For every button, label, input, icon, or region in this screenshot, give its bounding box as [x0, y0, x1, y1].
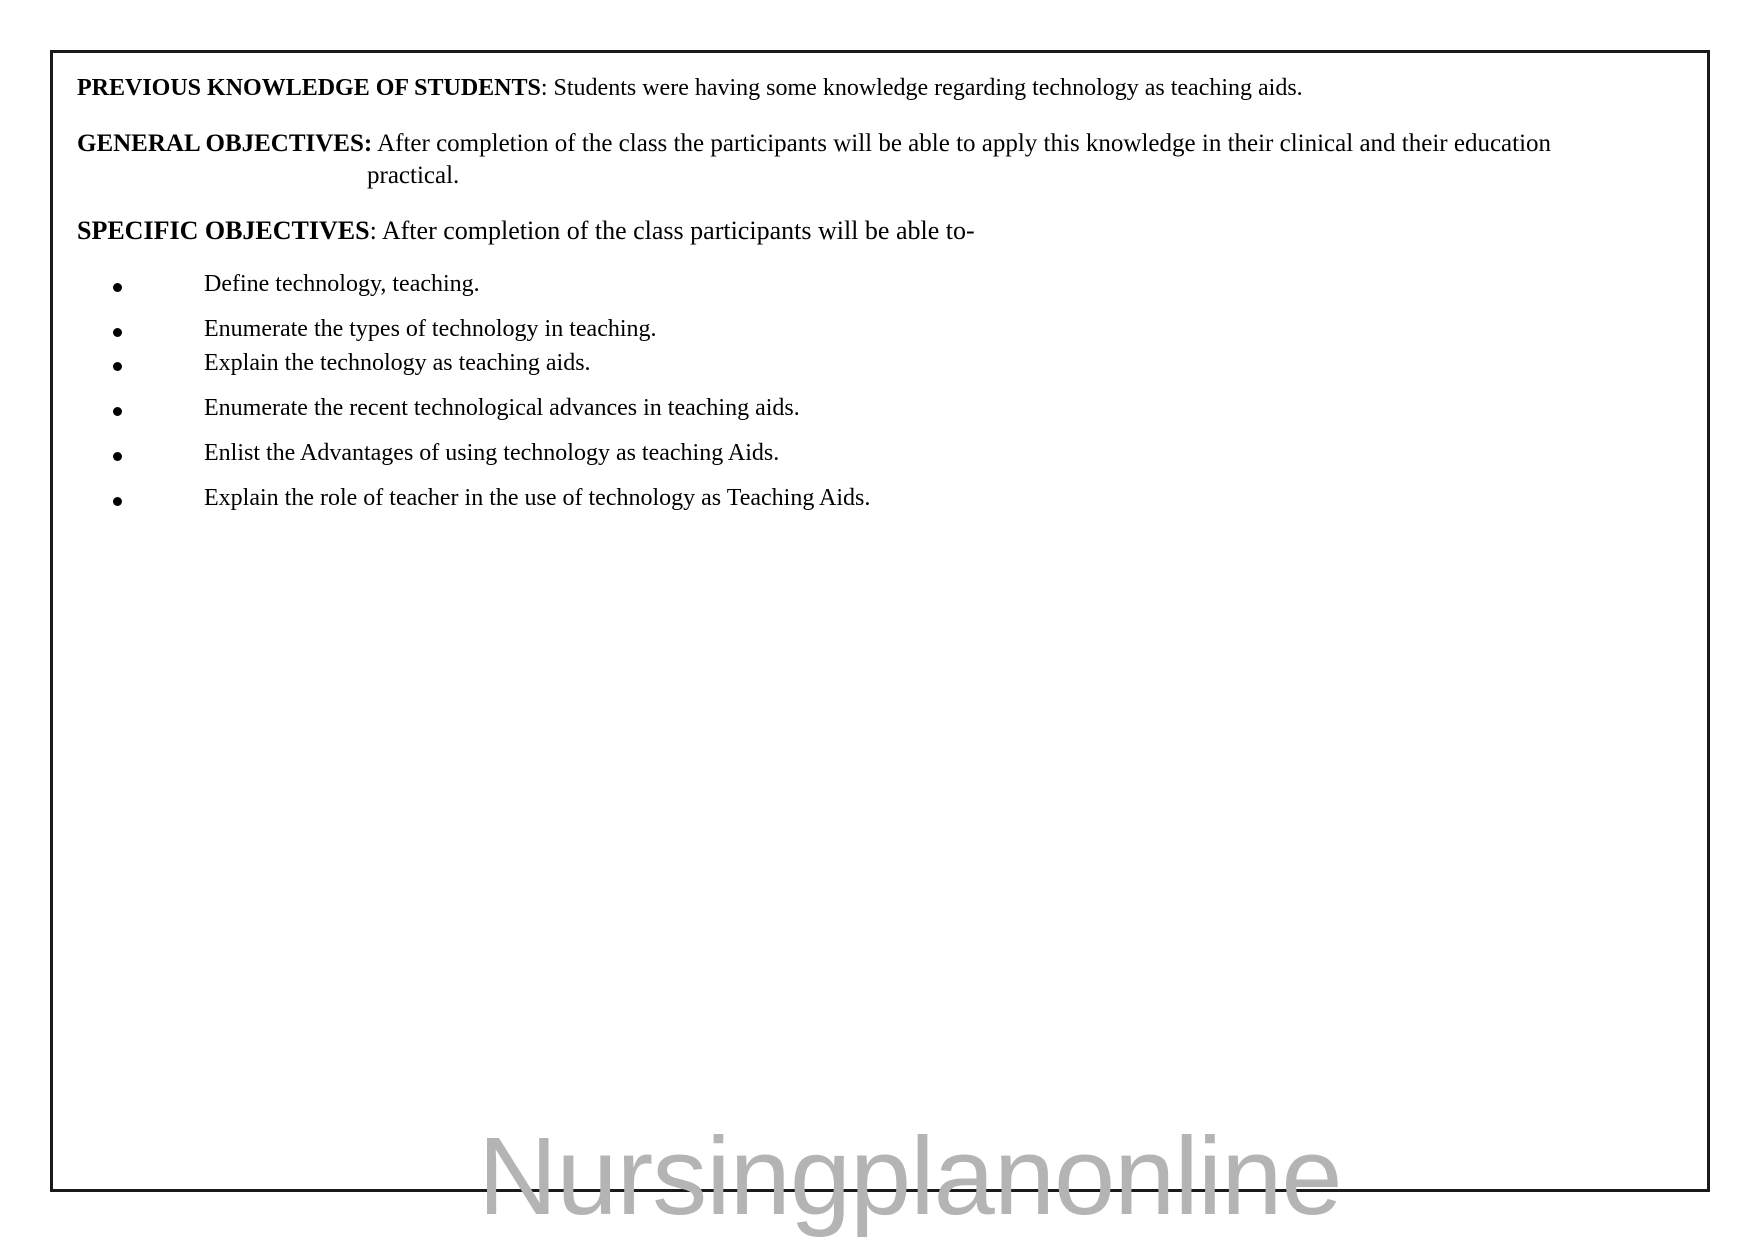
bullet-icon	[113, 283, 122, 292]
bullet-icon	[113, 407, 122, 416]
bullet-icon	[113, 497, 122, 506]
previous-knowledge-paragraph	[77, 75, 1303, 102]
general-objectives-label: GENERAL OBJECTIVES:	[77, 130, 373, 157]
general-objectives-text-continued: practical.	[367, 162, 460, 189]
document-frame	[50, 50, 1710, 1192]
previous-knowledge-text: : Students were having some knowledge regarding technology as teaching aids.	[540, 75, 1303, 101]
watermark: Nursingplanonline	[478, 1115, 1342, 1238]
specific-objectives-paragraph	[77, 216, 975, 246]
general-objectives-paragraph	[77, 130, 1551, 190]
general-objectives-text: After completion of the class the participants will be able to apply this knowledge in their clinical and their education	[372, 130, 1552, 157]
list-item-text: Enumerate the recent technological advances in teaching aids.	[204, 395, 800, 421]
list-item-text: Explain the technology as teaching aids.	[204, 350, 591, 376]
list-item-text: Enlist the Advantages of using technology as teaching Aids.	[204, 440, 780, 466]
bullet-icon	[113, 452, 122, 461]
list-item-text: Define technology, teaching.	[204, 271, 480, 297]
bullet-icon	[113, 362, 122, 371]
list-item-text: Enumerate the types of technology in teaching.	[204, 316, 657, 342]
specific-objectives-label: SPECIFIC OBJECTIVES	[77, 216, 370, 245]
specific-objectives-text: : After completion of the class participants will be able to-	[369, 216, 975, 245]
previous-knowledge-label: PREVIOUS KNOWLEDGE OF STUDENTS	[77, 75, 541, 101]
bullet-icon	[113, 328, 122, 337]
list-item-text: Explain the role of teacher in the use of technology as Teaching Aids.	[204, 485, 871, 511]
